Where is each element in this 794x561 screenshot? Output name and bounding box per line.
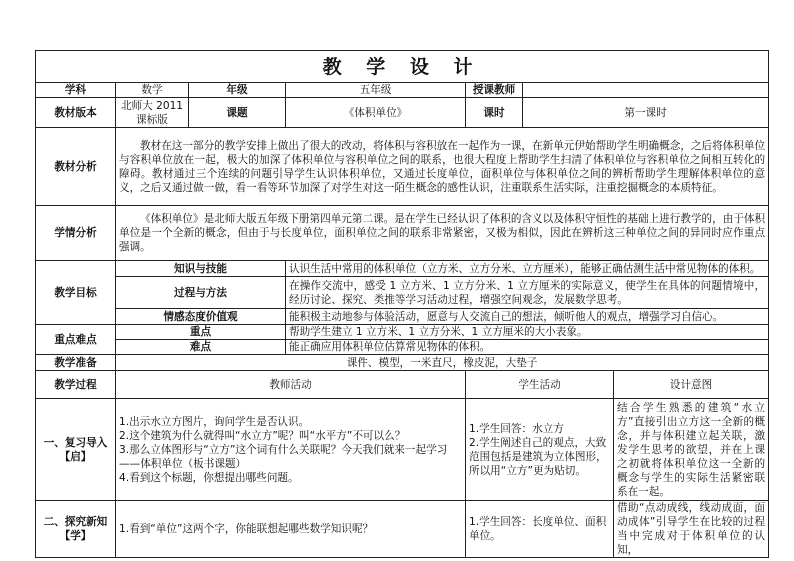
edition-value: 北师大 2011 课标版 — [116, 98, 189, 128]
teacher-value — [523, 83, 769, 98]
prep-row — [36, 355, 769, 371]
objectives-label: 教学目标 — [36, 261, 116, 325]
material-analysis-text — [116, 128, 769, 206]
difficult-label: 难点 — [116, 340, 286, 355]
objective-text-knowledge: 认识生活中常用的体积单位（立方米、立方分米、立方厘米），能够正确估测生活中常见物体的体积。 — [286, 261, 769, 277]
objective-label-attitude: 情感态度价值观 — [116, 309, 286, 325]
difficult-text: 能正确应用体积单位估算常见物体的体积。 — [286, 340, 769, 355]
process-row — [36, 399, 769, 501]
objective-text-process: 在操作交流中，感受 1 立方米、1 立方分米、1 立方厘米的实际意义，使学生在具体的问题情境中，经历讨论、探究、类推等学习活动过程，增强空间观念，发展数学思考。 — [286, 277, 769, 309]
lesson-value: 《体积单位》 — [286, 98, 466, 128]
objective-label-process: 过程与方法 — [116, 277, 286, 309]
col-student-header: 学生活动 — [466, 371, 614, 399]
lesson-label: 课题 — [189, 98, 286, 128]
student-analysis-row — [36, 206, 769, 261]
edition-label: 教材版本 — [36, 98, 116, 128]
student-activity: 1.学生回答：水立方 2.学生阐述自己的观点，大致范围包括是建筑为立体图形，所以用“立方”更为贴切。 — [466, 399, 614, 501]
objective-row-3 — [36, 309, 769, 325]
important-label: 重点 — [116, 325, 286, 340]
period-value: 第一课时 — [523, 98, 769, 128]
important-text: 帮助学生建立 1 立方米、1 立方分米、1 立方厘米的大小表象。 — [286, 325, 769, 340]
grade-value: 五年级 — [286, 83, 466, 98]
col-intent-header: 设计意图 — [614, 371, 769, 399]
objective-text-attitude: 能积极主动地参与体验活动，愿意与人交流自己的想法，倾听他人的观点，增强学习自信心。 — [286, 309, 769, 325]
material-analysis-label: 教材分析 — [36, 128, 116, 206]
objective-label-knowledge: 知识与技能 — [116, 261, 286, 277]
title-row — [36, 51, 769, 83]
subject-label: 学科 — [36, 83, 116, 98]
keypoints-label: 重点难点 — [36, 325, 116, 355]
student-analysis-text — [116, 206, 769, 261]
col-teacher-header: 教师活动 — [116, 371, 466, 399]
process-header-row — [36, 371, 769, 399]
prep-text: 课件、模型，一米直尺，橡皮泥，大垫子 — [116, 355, 769, 371]
process-row — [36, 501, 769, 558]
material-analysis-content: 教材在这一部分的教学安排上做出了很大的改动，将体积与容积放在一起作为一课，在新单元伊始帮助学生明确概念，之后将体积单位与容积单位放在一起，极大的加深了体积单位与容积单位之间的联系，也很大程度上帮助学生扫清了体积单位与容积单位之间相互转化的障碍。教材通过三个连续的问题引导学生认识体积单位，又通过长度单位，面积单位与体积单位之间的辨析帮助学生理解体积单位的意义，之后又通过做一做，看一看等环节加深了对学生对这一陌生概念的感性认识，注重联系生活实际，注重挖掘概念的本质特征。 — [119, 139, 766, 194]
teacher-activity: 1.出示水立方图片，询问学生是否认识。 2.这个建筑为什么就得叫“水立方”呢？叫“水平方”不可以么？ 3.那么立体图形与“立方”这个词有什么关联呢？今天我们就来一起学习——体积单位（板书课题） 4.看到这个标题，你想提出哪些问题。 — [116, 399, 466, 501]
keypoint-row-important — [36, 325, 769, 340]
design-intent: 结合学生熟悉的建筑“水立方”直接引出立方这一全新的概念，并与体积建立起关联，激发学生思考的欲望，并在上课之初就将体积单位这一全新的概念与学生的实际生活紧密联系在一起。 — [614, 399, 769, 501]
subject-value: 数学 — [116, 83, 189, 98]
period-label: 课时 — [466, 98, 523, 128]
student-analysis-label: 学情分析 — [36, 206, 116, 261]
objective-row-2 — [36, 277, 769, 309]
process-label: 教学过程 — [36, 371, 116, 399]
objective-row-1 — [36, 261, 769, 277]
student-activity: 1.学生回答：长度单位、面积单位。 — [466, 501, 614, 558]
stage-label: 一、复习导入 【启】 — [36, 399, 116, 501]
material-analysis-row — [36, 128, 769, 206]
lesson-plan-table — [35, 50, 769, 558]
grade-label: 年级 — [189, 83, 286, 98]
design-intent: 借助“点动成线，线动成面，面动成体”引导学生在比较的过程当中完成对于体积单位的认知， — [614, 501, 769, 558]
stage-label: 二、探究新知 【学】 — [36, 501, 116, 558]
teacher-label: 授课教师 — [466, 83, 523, 98]
prep-label: 教学准备 — [36, 355, 116, 371]
info-row-1 — [36, 83, 769, 98]
info-row-2 — [36, 98, 769, 128]
teacher-activity: 1.看到“单位”这两个字，你能联想起哪些数学知识呢？ — [116, 501, 466, 558]
page-title: 教 学 设 计 — [36, 51, 769, 83]
student-analysis-content: 《体积单位》是北师大版五年级下册第四单元第二课。是在学生已经认识了体积的含义以及体积守恒性的基础上进行教学的，由于体积单位是一个全新的概念，但由于与长度单位，面积单位之间的联系非常紧密，又极为相似，因此在辨析这三种单位之间的异同时应作重点强调。 — [119, 213, 766, 253]
keypoint-row-difficult — [36, 340, 769, 355]
